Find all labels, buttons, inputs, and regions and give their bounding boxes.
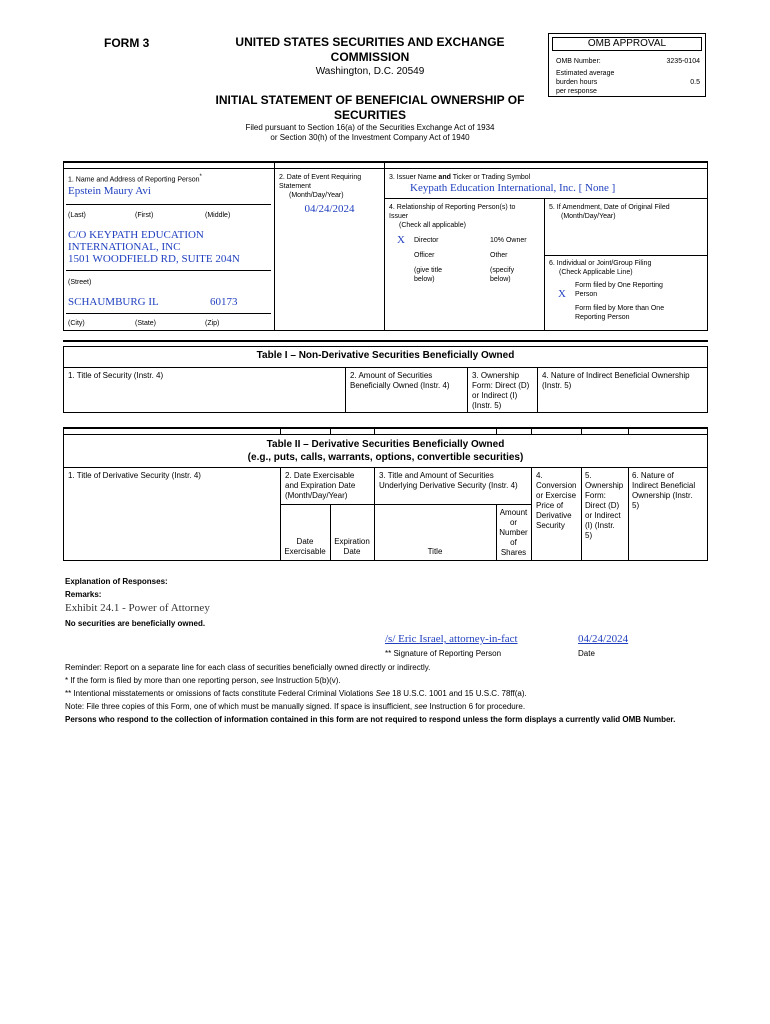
t2c5-line-3: Form: [585, 491, 606, 500]
fn2-post: 18 U.S.C. 1001 and 15 U.S.C. 78ff(a). [389, 689, 527, 698]
amount-shares-header [496, 508, 531, 558]
director-checkmark[interactable]: X [397, 234, 405, 246]
amt-line-2: or [509, 518, 518, 527]
box4-label-2: Issuer [389, 213, 409, 220]
table1-col1: 1. Title of Security (Instr. 4) [68, 371, 164, 380]
reporting-person-name: Epstein Maury Avi [68, 185, 151, 197]
table2-title [63, 438, 708, 464]
filed-line-1: Filed pursuant to Section 16(a) of the Securities Exchange Act of 1934 [245, 123, 495, 132]
box6-label [549, 259, 651, 277]
t1c3-line-4: (Instr. 5) [472, 401, 502, 410]
t2c2-line-3: (Month/Day/Year) [285, 491, 348, 500]
table1-title: Table I – Non-Derivative Securities Beneficially Owned [256, 350, 515, 361]
filed-pursuant [170, 123, 570, 143]
footnote-2 [65, 689, 527, 699]
t2c5-line-1: 5. [585, 471, 592, 480]
fn2-pre: ** Intentional misstatements or omissions of facts constitute Federal Criminal Violations [65, 689, 376, 698]
grid-top-rule [63, 161, 708, 163]
t2c6-line-4: 5) [632, 501, 640, 510]
t2c5-line-5: or Indirect [585, 511, 621, 520]
explanation-heading: Explanation of Responses: [65, 577, 168, 586]
filed-line-2: or Section 30(h) of the Investment Company Act of 1940 [270, 133, 470, 142]
table2-col2 [285, 471, 355, 501]
agency-line-1: UNITED STATES SECURITIES AND EXCHANGE [235, 35, 505, 49]
city-label: (City) [68, 320, 85, 327]
street-line-1: C/O KEYPATH EDUCATION [68, 229, 204, 241]
amt-line-5: Shares [500, 548, 527, 557]
fn3-see: see [414, 702, 428, 711]
omb-title: OMB APPROVAL [587, 38, 667, 49]
exp-line-2: Date [343, 547, 361, 556]
fn3-pre: Note: File three copies of this Form, one of which must be manually signed. If space is insufficient, [65, 702, 415, 711]
t2c5-line-6: (I) (Instr. [585, 521, 615, 530]
fn2-see: See [375, 689, 390, 698]
t2c5-line-7: 5) [585, 531, 593, 540]
city-line [66, 313, 271, 314]
table2-title-2: (e.g., puts, calls, warrants, options, convertible securities) [247, 452, 524, 463]
t2c6-line-2: Indirect Beneficial [632, 481, 696, 490]
t2c5-line-4: Direct (D) [585, 501, 620, 510]
box4-label-3: (Check all applicable) [399, 222, 466, 229]
state-label: (State) [135, 320, 157, 327]
t2c5-line-2: Ownership [585, 481, 624, 490]
date-exercisable-header [280, 537, 330, 557]
last-label: (Last) [68, 212, 86, 219]
zip-code: 60173 [210, 296, 238, 308]
box5-label-1: 5. If Amendment, Date of Original Filed [549, 204, 670, 211]
more-person-label [575, 304, 664, 322]
table1-col-divider [345, 367, 346, 413]
exer-line-1: Date [296, 537, 314, 546]
t2c2-line-1: 2. Date Exercisable [285, 471, 355, 480]
amt-line-4: of [510, 538, 517, 547]
signature-date: 04/24/2024 [578, 633, 629, 645]
box3-label-post: Ticker or Trading Symbol [450, 174, 531, 181]
omb-burden-value: 0.5 [690, 79, 700, 86]
t2c6-line-1: 6. Nature of [632, 471, 674, 480]
table2-col3 [379, 471, 518, 491]
amt-line-3: Number [499, 528, 528, 537]
one-person-line-2: Person [575, 291, 598, 298]
fn1-post: Instruction 5(b)(v). [273, 676, 341, 685]
box5-label [549, 203, 670, 221]
officer-label: Officer [414, 252, 435, 259]
event-date: 04/24/2024 [304, 203, 355, 215]
expiration-date-header [330, 537, 374, 557]
box2-label-3: (Month/Day/Year) [289, 192, 344, 199]
officer-sub-1: (give title [414, 267, 443, 274]
omb-number-label: OMB Number: [556, 58, 601, 65]
street-line-3: 1501 WOODFIELD RD, SUITE 204N [68, 253, 240, 265]
omb-persons-notice: Persons who respond to the collection of information contained in this form are not required to respond unless the form displays a currently valid OMB Number. [65, 715, 676, 724]
t1c4-line-1: 4. Nature of Indirect Beneficial Ownership [542, 371, 690, 380]
table2-col5 [585, 471, 623, 541]
name-line [66, 204, 271, 205]
form-label: FORM 3 [104, 36, 150, 50]
remarks-heading: Remarks: [65, 590, 102, 599]
street-line [66, 270, 271, 271]
t2-col-divider [531, 467, 532, 561]
t1c2-line-1: 2. Amount of Securities [350, 371, 433, 380]
street-line-2: INTERNATIONAL, INC [68, 241, 181, 253]
table2-col6 [632, 471, 695, 511]
table2-col1: 1. Title of Derivative Security (Instr. 4) [68, 471, 201, 480]
omb-burden-label [556, 69, 614, 96]
title-line-1: INITIAL STATEMENT OF BENEFICIAL OWNERSHIP OF [215, 93, 525, 107]
middle-label: (Middle) [205, 212, 231, 219]
fn1-pre: * If the form is filed by more than one reporting person, [65, 676, 261, 685]
footnote-1 [65, 676, 341, 686]
table1-top-rule [63, 340, 708, 342]
table1-col2 [350, 371, 450, 391]
table1-col4 [542, 371, 690, 391]
ten-percent-owner-label: 10% Owner [490, 237, 527, 244]
t2c4-line-4: Price of [536, 501, 564, 510]
exer-line-2: Exercisable [284, 547, 326, 556]
title-line-2: SECURITIES [333, 108, 406, 122]
t1c3-line-1: 3. Ownership [472, 371, 520, 380]
other-label: Other [490, 252, 508, 259]
table2-top-rule [63, 427, 708, 429]
burden-line-3: per response [556, 88, 597, 95]
underlying-title-header: Title [427, 547, 443, 556]
other-sub [490, 266, 514, 284]
fn3-post: Instruction 6 for procedure. [427, 702, 526, 711]
box1-asterisk: * [199, 174, 202, 180]
t1c4-line-2: (Instr. 5) [542, 381, 572, 390]
street-address [68, 229, 240, 265]
footnote-3 [65, 702, 525, 712]
first-label: (First) [135, 212, 154, 219]
table2-col4 [536, 471, 576, 531]
exp-line-1: Expiration [334, 537, 370, 546]
t2c2-line-2: and Expiration Date [285, 481, 356, 490]
t2-col-divider [581, 467, 582, 561]
t1c3-line-2: Form: Direct (D) [472, 381, 530, 390]
t2c4-line-1: 4. [536, 471, 543, 480]
box3-label-and: and [438, 174, 451, 181]
burden-line-2: burden hours [556, 79, 598, 86]
reminder-note: Reminder: Report on a separate line for each class of securities beneficially owned directly or indirectly. [65, 663, 431, 672]
t2c4-line-3: or Exercise [536, 491, 577, 500]
fn1-see: see [260, 676, 274, 685]
t2c4-line-6: Security [536, 521, 565, 530]
t1c3-line-3: or Indirect (I) [472, 391, 518, 400]
other-sub-1: (specify [490, 267, 515, 274]
box6-label-1: 6. Individual or Joint/Group Filing [549, 260, 652, 267]
one-person-line-1: Form filed by One Reporting [575, 282, 663, 289]
date-label: Date [578, 649, 595, 658]
other-sub-2: below) [490, 276, 511, 283]
table1-col-divider [537, 367, 538, 413]
box2-label [279, 173, 361, 200]
t2-sub-rule [280, 504, 531, 505]
zip-label: (Zip) [205, 320, 220, 327]
burden-line-1: Estimated average [556, 70, 615, 77]
box3-label-pre: 3. Issuer Name [389, 174, 439, 181]
box4-label [389, 203, 515, 230]
issuer-name: Keypath Education International, Inc. [ None ] [410, 182, 616, 194]
box3-label [389, 173, 530, 182]
director-label: Director [414, 237, 439, 244]
signature: /s/ Eric Israel, attorney-in-fact [385, 633, 518, 645]
table1-col3 [472, 371, 529, 411]
t2c3-line-2: Underlying Derivative Security (Instr. 4) [379, 481, 518, 490]
agency-location: Washington, D.C. 20549 [315, 66, 425, 77]
box1-label [68, 173, 202, 184]
box4-label-1: 4. Relationship of Reporting Person(s) to [389, 204, 516, 211]
box2-label-2: Statement [279, 183, 311, 190]
box1-label-text: 1. Name and Address of Reporting Person [68, 176, 200, 184]
table2-title-1: Table II – Derivative Securities Beneficially Owned [266, 439, 505, 450]
t2-col-divider [628, 467, 629, 561]
omb-number-value: 3235-0104 [666, 58, 700, 65]
one-person-label [575, 281, 663, 299]
t2c6-line-3: Ownership (Instr. [632, 491, 693, 500]
one-person-checkmark[interactable]: X [558, 288, 566, 300]
more-person-line-2: Reporting Person [575, 314, 630, 321]
officer-sub-2: below) [414, 276, 435, 283]
box6-label-2: (Check Applicable Line) [559, 269, 633, 276]
city-state: SCHAUMBURG IL [68, 296, 159, 308]
box5-label-2: (Month/Day/Year) [561, 213, 616, 220]
amt-line-1: Amount [499, 508, 528, 517]
officer-sub [414, 266, 442, 284]
remarks-exhibit: Exhibit 24.1 - Power of Attorney [65, 602, 210, 614]
box2-label-1: 2. Date of Event Requiring [279, 174, 362, 181]
signature-label: ** Signature of Reporting Person [385, 649, 502, 658]
t1c2-line-2: Beneficially Owned (Instr. 4) [350, 381, 450, 390]
agency-line-2: COMMISSION [330, 50, 410, 64]
t2c4-line-2: Conversion [536, 481, 577, 490]
more-person-line-1: Form filed by More than One [575, 305, 665, 312]
table1-col-divider [467, 367, 468, 413]
no-securities-note: No securities are beneficially owned. [65, 619, 206, 628]
form-title [190, 93, 550, 123]
t2c4-line-5: Derivative [536, 511, 572, 520]
t2c3-line-1: 3. Title and Amount of Securities [379, 471, 494, 480]
agency-name [200, 35, 540, 65]
street-label: (Street) [68, 279, 92, 286]
